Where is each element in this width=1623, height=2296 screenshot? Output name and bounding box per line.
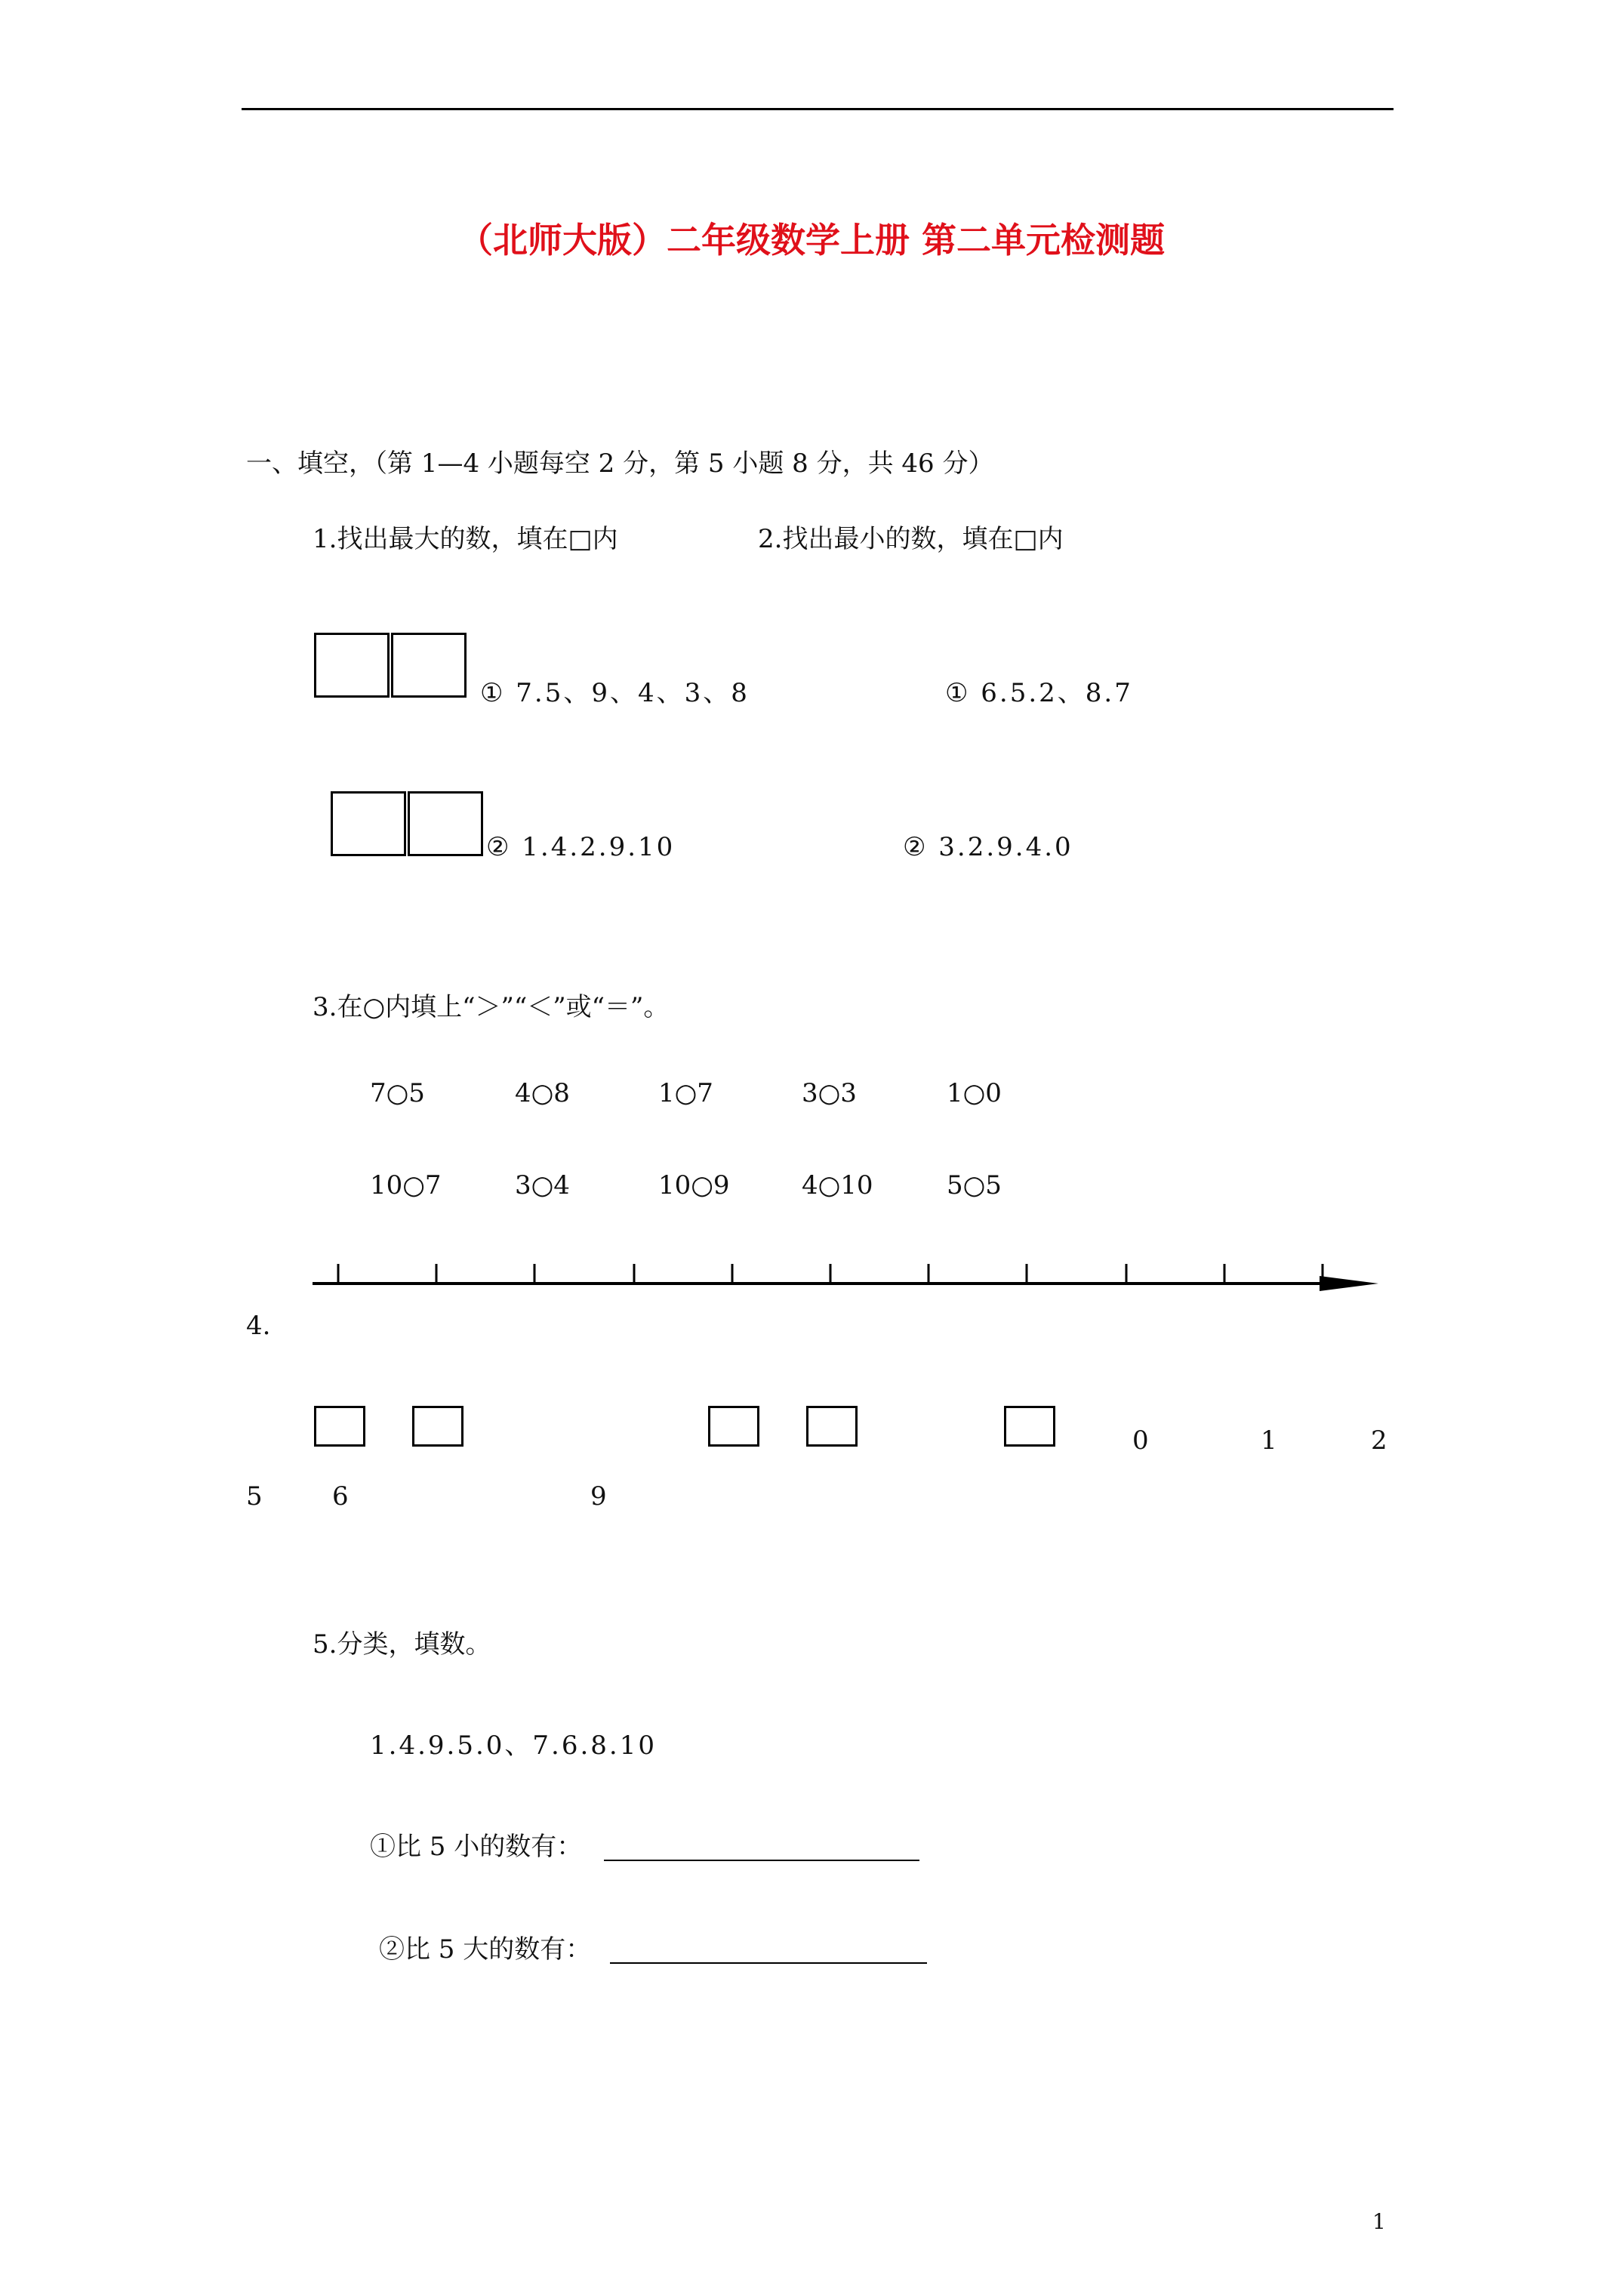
q2-row2-numbers: ② 3.2.9.4.0 xyxy=(903,832,1073,862)
q5-item-1: ①比 5 小的数有： xyxy=(370,1832,583,1862)
compare-item[interactable]: 1○7 xyxy=(658,1078,713,1108)
q1-row1-numbers: ① 7.5、9、4、3、8 xyxy=(480,678,750,708)
page-number: 1 xyxy=(1372,2209,1386,2234)
compare-item[interactable]: 1○0 xyxy=(947,1078,1002,1108)
q1-answer-box-2[interactable] xyxy=(391,633,467,698)
q2-label: 2.找出最小的数，填在□内 xyxy=(758,524,1064,554)
number-line-label: 2 xyxy=(1371,1425,1387,1456)
compare-item[interactable]: 5○5 xyxy=(947,1170,1002,1200)
section-heading: 一、填空，（第 1—4 小题每空 2 分，第 5 小题 8 分，共 46 分） xyxy=(246,448,994,479)
compare-item[interactable]: 4○8 xyxy=(515,1078,570,1108)
q1-row2-numbers: ② 1.4.2.9.10 xyxy=(486,832,676,862)
page-title: （北师大版）二年级数学上册 第二单元检测题 xyxy=(457,220,1165,260)
q1-label: 1.找出最大的数，填在□内 xyxy=(313,524,618,554)
compare-item[interactable]: 7○5 xyxy=(370,1078,425,1108)
compare-item[interactable]: 3○3 xyxy=(802,1078,857,1108)
number-line xyxy=(302,1253,1389,1314)
q5-label: 5.分类，填数。 xyxy=(313,1629,491,1660)
compare-item[interactable]: 4○10 xyxy=(802,1170,873,1200)
number-line-label: 5 xyxy=(246,1481,263,1512)
number-line-box-4[interactable] xyxy=(806,1406,858,1447)
number-line-box-2[interactable] xyxy=(412,1406,463,1447)
number-line-box-3[interactable] xyxy=(708,1406,759,1447)
number-line-box-5[interactable] xyxy=(1004,1406,1055,1447)
q2-row1-numbers: ① 6.5.2、8.7 xyxy=(945,678,1133,708)
q1-answer-box-1[interactable] xyxy=(314,633,390,698)
q5-answer-line-1[interactable] xyxy=(604,1860,919,1861)
compare-item[interactable]: 3○4 xyxy=(515,1170,570,1200)
number-line-label: 0 xyxy=(1132,1425,1149,1456)
q5-answer-line-2[interactable] xyxy=(610,1962,927,1964)
number-line-label: 1 xyxy=(1261,1425,1277,1456)
q5-item-2: ②比 5 大的数有： xyxy=(379,1934,592,1965)
number-line-label: 9 xyxy=(590,1481,607,1512)
q3-label: 3.在○内填上“＞”“＜”或“＝”。 xyxy=(313,992,670,1022)
number-line-label: 6 xyxy=(332,1481,349,1512)
compare-item[interactable]: 10○9 xyxy=(658,1170,730,1200)
number-line-box-1[interactable] xyxy=(314,1406,365,1447)
compare-item[interactable]: 10○7 xyxy=(370,1170,442,1200)
q5-numbers: 1.4.9.5.0、7.6.8.10 xyxy=(370,1730,657,1761)
header-rule xyxy=(242,108,1394,110)
q4-label: 4. xyxy=(246,1311,271,1341)
q1-answer-box-3[interactable] xyxy=(331,791,406,856)
q1-answer-box-4[interactable] xyxy=(408,791,483,856)
